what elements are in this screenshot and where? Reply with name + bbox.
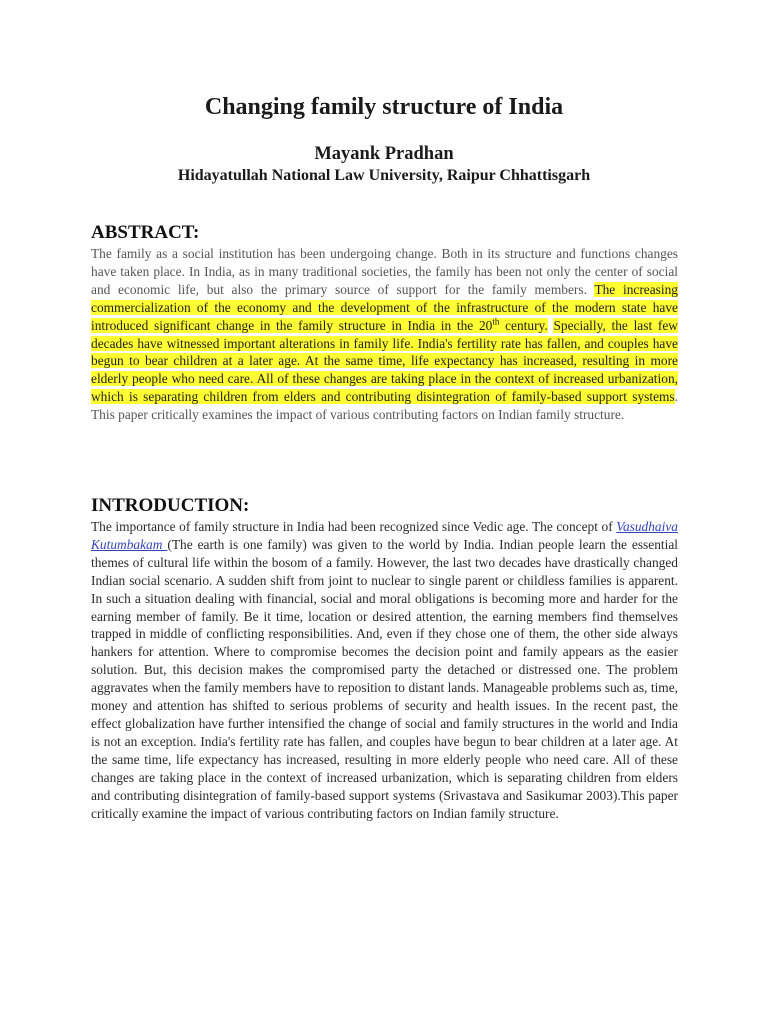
abstract-outro-text: . This paper critically examines the impact of various contributing factors on Indian family structure.	[91, 389, 678, 423]
introduction-heading: INTRODUCTION:	[91, 495, 250, 516]
document-title: Changing family structure of India	[204, 94, 564, 120]
abstract-highlight-text-1: The increasing commercialization of the economy and the development of the infrastructure of the modern state have introduced significant change in the family structure in India in the 20	[91, 281, 678, 333]
vasudhaiva-kutumbakam-link[interactable]: Vasudhaiva Kutumbakam	[91, 519, 678, 552]
introduction-paragraph	[91, 518, 678, 822]
author-name: Mayank Pradhan	[314, 144, 454, 164]
abstract-highlight-2: Specially, the last few decades have witnessed important alterations in family life. India's fertility rate has fallen, and couples have begun to bear children at a later age. At the same time, life expectancy has increased, resulting in more elderly people who need care. All of these changes are taking place in the context of increased urbanization, which is separating children from elders and contributing disintegration of family-based support systems	[91, 317, 678, 405]
ordinal-superscript: th	[492, 316, 500, 327]
intro-text-start: The importance of family structure in India had been recognized since Vedic age. The concept of	[91, 519, 617, 534]
abstract-intro-text: The family as a social institution has been undergoing change. Both in its structure and functions changes have taken place. In India, as in many traditional societies, the family has been not only the center of social and economic life, but also the primary source of support for the family members.	[91, 246, 678, 297]
abstract-paragraph	[91, 245, 678, 424]
abstract-highlight-text-2: century.	[499, 317, 548, 333]
abstract-heading: ABSTRACT:	[91, 222, 200, 243]
intro-text-body: (The earth is one family) was given to the world by India. Indian people learn the essential themes of cultural life within the bosom of a family. However, the last two decades have drastically changed Indian social scenario. A sudden shift from joint to nuclear to single parent or childless families is apparent. In such a situation dealing with financial, social and moral obligations is becoming more and harder for the earning member of family. Be it time, location or desired attention, the earning members find themselves trapped in middle of conflicting responsibilities. And, even if they chose one of them, the other side always hankers for attention. Where to compromise becomes the decision point and family appears as the easier solution. But, this decision makes the compromised party the detached or distressed one. The problem aggravates when the family members have to reposition to distant lands. Manageable problems such as, time, money and attention has shifted to serious problems of security and health issues. In the recent past, the effect globalization have further intensified the change of social and family structures in the world and India is not an exception. India's fertility rate has fallen, and couples have begun to bear children at a later age. At the same time, life expectancy has increased, resulting in more elderly people who need care. All of these changes are taking place in the context of increased urbanization, which is separating children from elders and contributing disintegration of family-based support systems (Srivastava and Sasikumar 2003).This paper critically examine the impact of various contributing factors on Indian family structure.	[91, 536, 678, 821]
author-affiliation: Hidayatullah National Law University, Raipur Chhattisgarh	[177, 167, 591, 184]
